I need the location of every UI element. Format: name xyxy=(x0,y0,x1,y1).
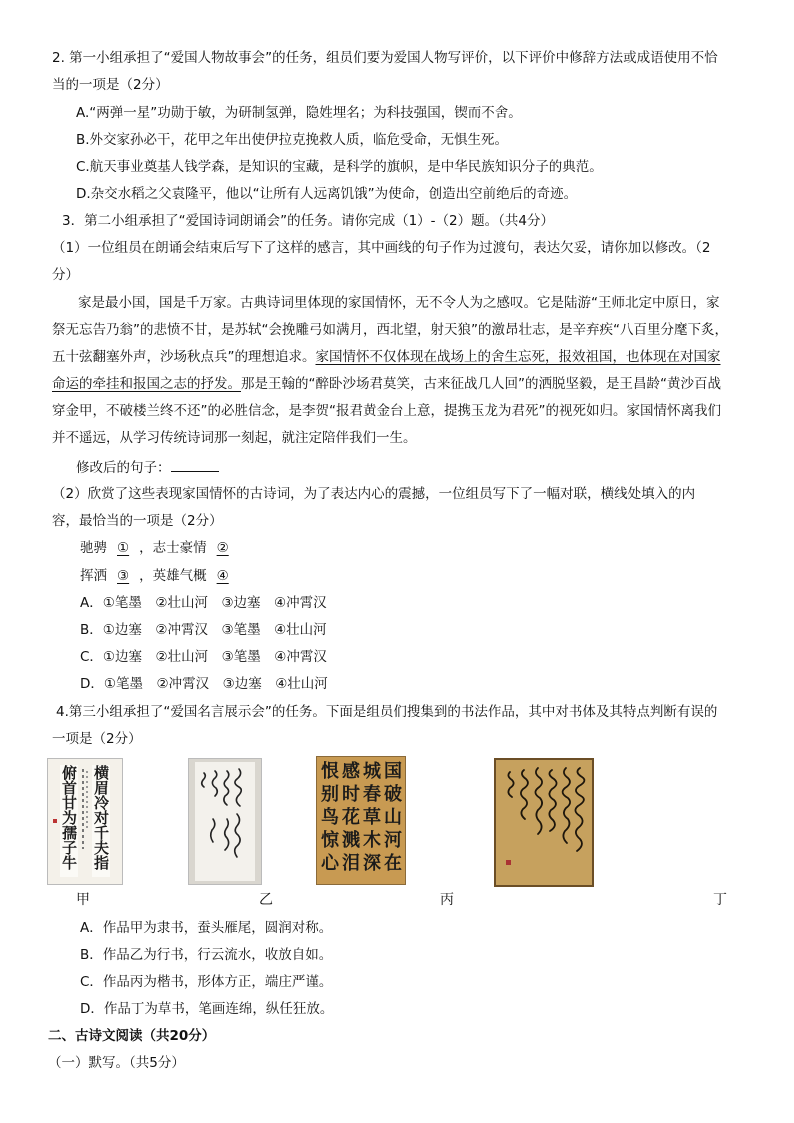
couplet-line1 xyxy=(80,538,239,558)
q2-option-c: C.航天事业奠基人钱学森，是知识的宝藏，是科学的旗帜，是中华民族知识分子的典范。 xyxy=(76,159,603,175)
revise-row xyxy=(76,457,219,478)
passage-line5: 穿金甲，不破楼兰终不还”的必胜信念，是李贺“报君黄金台上意，提携玉龙为君死”的视死如归。家国情怀离我们 xyxy=(52,403,721,419)
bing-column-2: 城春草木深 xyxy=(360,761,381,876)
bing-column-4: 恨别鸟惊心 xyxy=(318,761,339,876)
calligraphy-yi-image xyxy=(188,758,262,885)
couplet-blank-4[interactable]: ④ xyxy=(216,568,229,584)
revise-label: 修改后的句子： xyxy=(76,460,171,476)
ding-brushwork xyxy=(496,760,592,885)
passage-line6: 并不遥远，从学习传统诗词那一刻起，就注定陪伴我们一生。 xyxy=(52,430,417,446)
q4-option-d: D．作品丁为草书，笔画连绵，纵任狂放。 xyxy=(80,1001,334,1017)
q3-sub2-line2: 容，最恰当的一项是（2分） xyxy=(52,513,223,529)
bing-column-1: 国破山河在 xyxy=(381,761,402,876)
q3-sub1-line1: （1）一位组员在朗诵会结束后写下了这样的感言，其中画线的句子作为过渡句，表达欠妥，请你加以修改。（2 xyxy=(52,240,711,256)
q3-option-c: C．①边塞 ②壮山河 ③笔墨 ④冲霄汉 xyxy=(80,649,327,665)
q3-sub1-line2: 分） xyxy=(52,267,79,283)
q2-stem-line1: 2. 第一小组承担了“爱国人物故事会”的任务，组员们要为爱国人物写评价，以下评价中修辞方法或成语使用不恰 xyxy=(52,50,718,66)
section2-title: 二、古诗文阅读（共20分） xyxy=(48,1028,216,1044)
passage-line4-plain: 那是王翰的“醉卧沙场君莫笑，古来征战几人回”的洒脱坚毅，是王昌龄“黄沙百战 xyxy=(241,376,721,392)
q3-option-d: D．①笔墨 ②冲霄汉 ③边塞 ④壮山河 xyxy=(80,676,328,692)
passage-line1: 家是最小国，国是千万家。古典诗词里体现的家国情怀，无不令人为之感叹。它是陆游“王师北定中原日，家 xyxy=(78,295,720,311)
q3-option-b: B．①边塞 ②冲霄汉 ③笔墨 ④壮山河 xyxy=(80,622,327,638)
calligraphy-jia-image xyxy=(47,758,123,885)
label-bing: 丙 xyxy=(440,892,454,908)
couplet-line2 xyxy=(80,566,239,586)
couplet-blank-2[interactable]: ② xyxy=(216,540,229,556)
revise-answer-blank[interactable] xyxy=(171,457,219,472)
underlined-sentence-part1: 家国情怀不仅体现在战场上的舍生忘死，报效祖国，也体现在对国家 xyxy=(315,349,721,365)
q3-stem: 3．第二小组承担了“爱国诗词朗诵会”的任务。请你完成（1）-（2）题。（共4分） xyxy=(62,213,554,229)
q2-option-a: A.“两弹一星”功勋于敏，为研制氢弹，隐姓埋名；为科技强国，锲而不舍。 xyxy=(76,105,522,121)
jia-seal-stamp xyxy=(53,819,57,823)
calligraphy-ding-image xyxy=(494,758,594,887)
q2-stem-line2: 当的一项是（2分） xyxy=(52,77,169,93)
section2-sub1: （一）默写。（共5分） xyxy=(48,1055,185,1071)
bing-column-3: 感时花溅泪 xyxy=(339,761,360,876)
q4-stem-line1: 4.第三小组承担了“爱国名言展示会”的任务。下面是组员们搜集到的书法作品，其中对书体及其特点判断有误的 xyxy=(56,704,718,720)
q2-option-b: B.外交家孙必干，花甲之年出使伊拉克挽救人质，临危受命，无惧生死。 xyxy=(76,132,509,148)
jia-right-column: 横眉冷对千夫指 xyxy=(92,765,110,877)
couplet-blank-3[interactable]: ③ xyxy=(117,568,130,584)
label-jia: 甲 xyxy=(76,892,90,908)
q3-sub2-line1: （2）欣赏了这些表现家国情怀的古诗词，为了表达内心的震撼，一位组员写下了一幅对联，横线处填入的内 xyxy=(52,486,696,502)
q4-stem-line2: 一项是（2分） xyxy=(52,731,142,747)
jia-inscription-mark xyxy=(82,769,84,849)
couplet-blank-1[interactable]: ① xyxy=(117,540,130,556)
q4-option-a: A．作品甲为隶书，蚕头雁尾，圆润对称。 xyxy=(80,920,333,936)
jia-inscription-mark-2 xyxy=(86,771,88,831)
underlined-sentence-part2: 命运的牵挂和报国之志的抒发。 xyxy=(52,376,241,392)
passage-line4 xyxy=(52,374,721,394)
q4-option-b: B．作品乙为行书，行云流水，收放自如。 xyxy=(80,947,333,963)
couplet1-middle: ，志士豪情 xyxy=(139,540,207,556)
couplet1-prefix: 驰骋 xyxy=(80,540,107,556)
yi-brushwork xyxy=(189,759,261,884)
couplet2-prefix: 挥洒 xyxy=(80,568,107,584)
passage-line3 xyxy=(52,347,721,367)
label-ding: 丁 xyxy=(713,892,727,908)
calligraphy-bing-image xyxy=(316,756,406,885)
label-yi: 乙 xyxy=(259,892,273,908)
couplet2-middle: ，英雄气概 xyxy=(139,568,207,584)
jia-left-column: 俯首甘为孺子牛 xyxy=(60,765,78,877)
passage-line3-plain: 五十弦翻塞外声，沙场秋点兵”的理想追求。 xyxy=(52,349,316,365)
q3-option-a: A．①笔墨 ②壮山河 ③边塞 ④冲霄汉 xyxy=(80,595,327,611)
passage-line2: 祭无忘告乃翁”的悲愤不甘，是苏轼“会挽雕弓如满月，西北望，射天狼”的激昂壮志，是辛弃疾“八百里分麾下炙， xyxy=(52,322,728,338)
q4-option-c: C．作品丙为楷书，形体方正，端庄严谨。 xyxy=(80,974,333,990)
q2-option-d: D.杂交水稻之父袁隆平，他以“让所有人远离饥饿”为使命，创造出空前绝后的奇迹。 xyxy=(76,186,578,202)
